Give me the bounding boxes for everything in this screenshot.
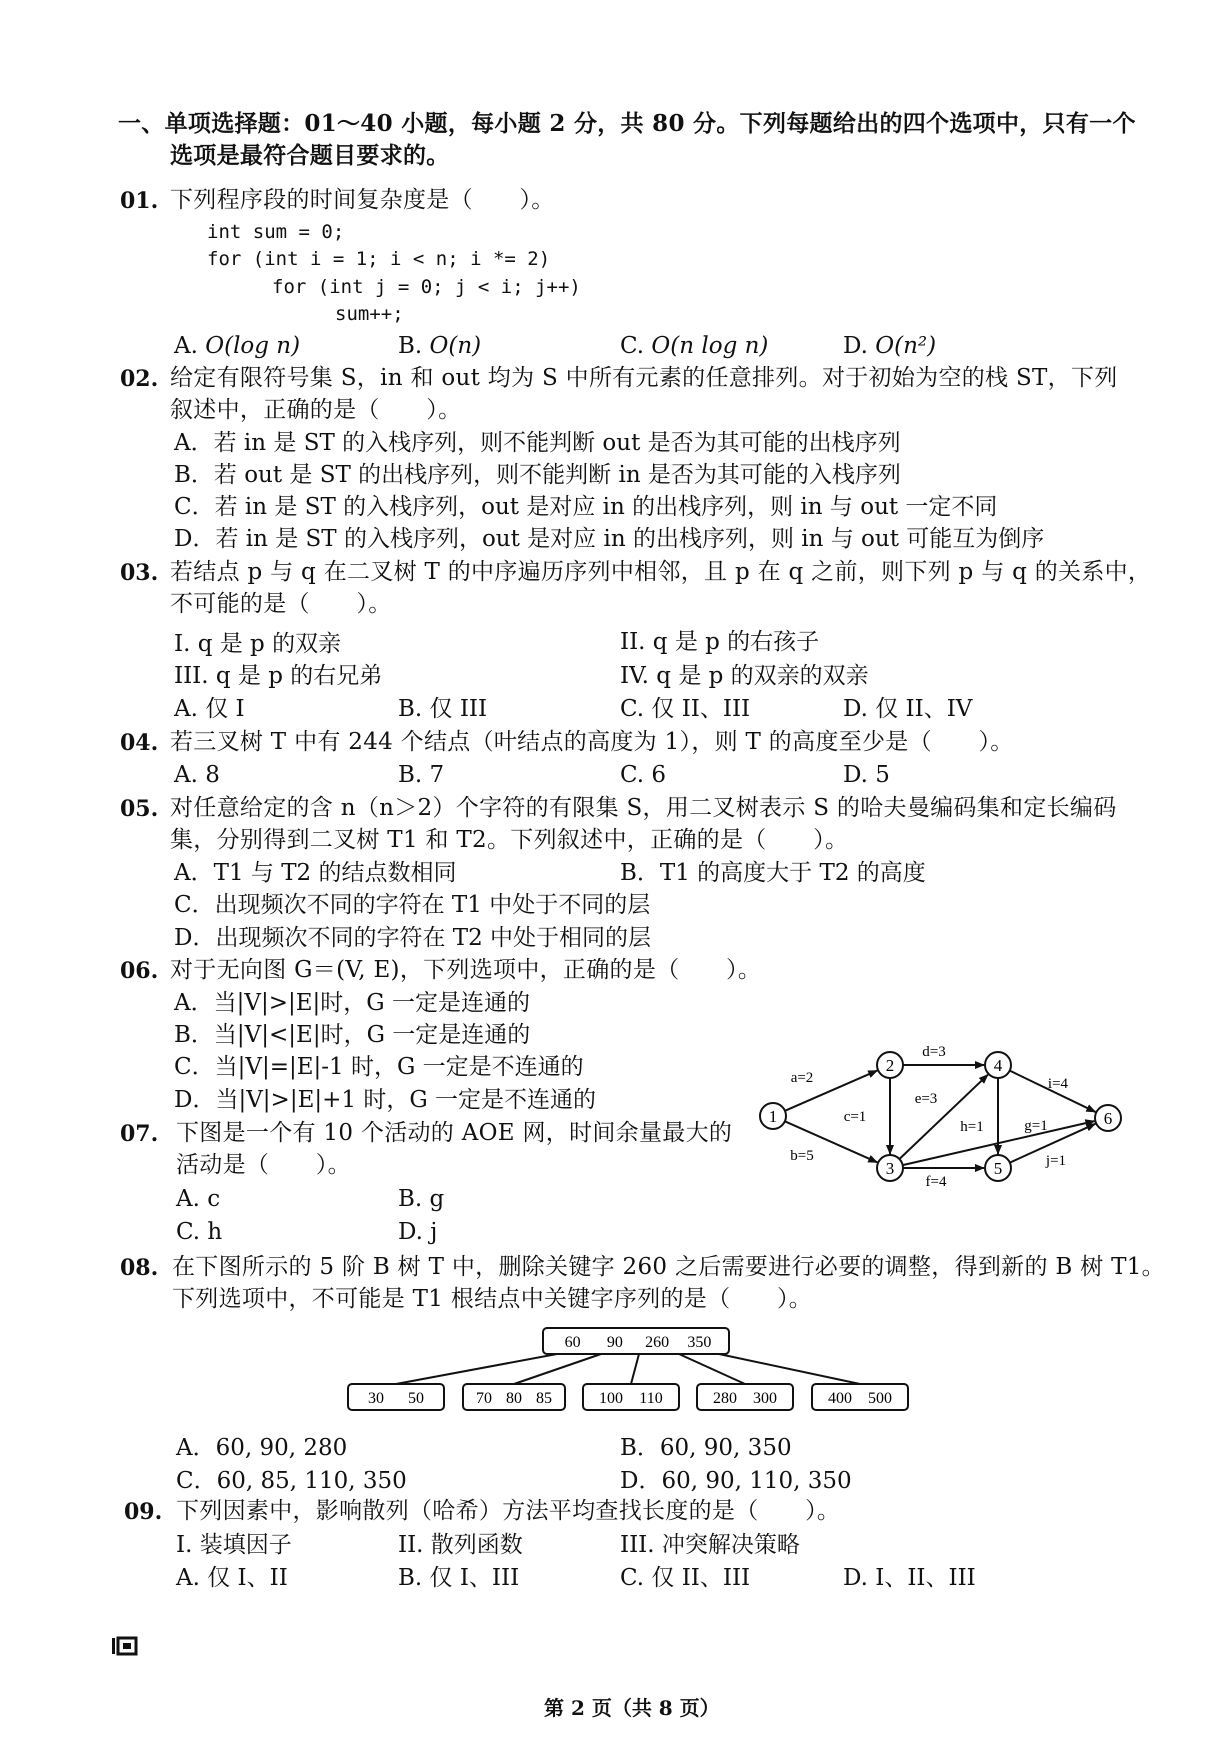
option-a: A．60, 90, 280 — [176, 1435, 348, 1461]
edge-label: h=1 — [960, 1119, 984, 1135]
question-stem: 在下图所示的 5 阶 B 树 T 中，删除关键字 260 之后需要进行必要的调整，得到新的 B 树 T1。 — [172, 1254, 1165, 1280]
question-number: 09. — [124, 1499, 163, 1525]
option-a: A. 仅 I、II — [176, 1565, 288, 1591]
b-tree-leaf-node — [583, 1384, 679, 1410]
edge-label: c=1 — [843, 1109, 867, 1125]
node-label: 6 — [1103, 1109, 1113, 1128]
code-line: for (int i = 1; i < n; i *= 2) — [207, 248, 551, 270]
option-d: D. I、II、III — [843, 1565, 976, 1591]
option-c: C．当|V|=|E|-1 时，G 一定是不连通的 — [174, 1054, 584, 1080]
option-b: B．60, 90, 350 — [620, 1435, 792, 1461]
question-number: 03. — [120, 560, 159, 586]
b-tree-key: 260 — [645, 1334, 670, 1351]
option-c: C. 仅 II、III — [620, 1565, 751, 1591]
section-heading-line1: 一、单项选择题：01～40 小题，每小题 2 分，共 80 分。下列每题给出的四个选项中，只有一个 — [118, 110, 1136, 137]
question-number: 05. — [120, 796, 159, 822]
b-tree-key: 400 — [828, 1390, 852, 1407]
option-b: B. 仅 I、III — [398, 1565, 520, 1591]
b-tree-key: 280 — [713, 1390, 737, 1407]
statement-item: III. q 是 p 的右兄弟 — [174, 663, 383, 689]
option-a: A．T1 与 T2 的结点数相同 — [174, 860, 457, 886]
aoe-network-diagram — [740, 1020, 1140, 1210]
question-stem: 下图是一个有 10 个活动的 AOE 网，时间余量最大的 — [176, 1120, 733, 1146]
option-d: D. j — [398, 1219, 438, 1245]
b-tree-diagram — [340, 1318, 960, 1428]
page-footer: 第 2 页（共 8 页） — [544, 1696, 720, 1720]
node-label: 3 — [885, 1159, 895, 1178]
question-stem: 对于无向图 G＝(V, E)，下列选项中，正确的是（ ）。 — [170, 957, 762, 983]
b-tree-key: 60 — [564, 1334, 581, 1351]
option-c: C. 6 — [620, 762, 667, 788]
question-stem: 叙述中，正确的是（ ）。 — [170, 397, 462, 423]
b-tree-key: 100 — [599, 1390, 623, 1407]
code-line: sum++; — [335, 303, 404, 325]
option-b: B. g — [398, 1186, 445, 1212]
option-b: B. O(n) — [398, 333, 482, 359]
option-c: C．60, 85, 110, 350 — [176, 1468, 407, 1494]
scan-mark-icon — [112, 1636, 140, 1656]
question-stem: 下列因素中，影响散列（哈希）方法平均查找长度的是（ ）。 — [176, 1498, 841, 1524]
option-c: C．若 in 是 ST 的入栈序列，out 是对应 in 的出栈序列，则 in 与 out 一定不同 — [174, 494, 998, 520]
option-b: B．当|V|<|E|时，G 一定是连通的 — [174, 1022, 531, 1048]
statement-item: III. 冲突解决策略 — [620, 1532, 800, 1558]
b-tree-key: 350 — [687, 1334, 712, 1351]
question-stem: 给定有限符号集 S，in 和 out 均为 S 中所有元素的任意排列。对于初始为空的栈 ST，下列 — [170, 365, 1118, 391]
question-stem: 活动是（ ）。 — [176, 1152, 351, 1178]
question-number: 06. — [120, 958, 159, 984]
b-tree-key: 110 — [639, 1390, 663, 1407]
question-number: 01. — [120, 188, 159, 214]
option-a: A. O(log n) — [174, 333, 301, 359]
b-tree-key: 90 — [606, 1334, 623, 1351]
section-heading-line2: 选项是最符合题目要求的。 — [170, 142, 450, 169]
b-tree-key: 300 — [753, 1390, 777, 1407]
statement-item: II. q 是 p 的右孩子 — [620, 629, 820, 655]
option-b: B. 仅 III — [398, 696, 488, 722]
edge-label: b=5 — [790, 1148, 814, 1164]
option-d: D．60, 90, 110, 350 — [620, 1468, 852, 1494]
edge-label: g=1 — [1024, 1118, 1048, 1134]
b-tree-leaf-node — [348, 1384, 444, 1410]
b-tree-edge — [679, 1354, 745, 1384]
option-c: C. 仅 II、III — [620, 696, 751, 722]
option-a: A. 8 — [174, 762, 220, 788]
option-d: D. 5 — [843, 762, 890, 788]
option-d: D．当|V|>|E|+1 时，G 一定是不连通的 — [174, 1087, 597, 1113]
option-b: B. 7 — [398, 762, 445, 788]
question-stem: 若三叉树 T 中有 244 个结点（叶结点的高度为 1），则 T 的高度至少是（ ）。 — [170, 729, 1014, 755]
b-tree-leaf-node — [812, 1384, 908, 1410]
question-number: 07. — [120, 1121, 159, 1147]
b-tree-edge — [396, 1354, 557, 1384]
edge-label: a=2 — [790, 1070, 814, 1086]
question-number: 02. — [120, 366, 159, 392]
option-c: C. O(n log n) — [620, 333, 769, 359]
node-label: 5 — [993, 1159, 1003, 1178]
option-b: B．若 out 是 ST 的出栈序列，则不能判断 in 是否为其可能的入栈序列 — [174, 462, 901, 488]
b-tree-key: 500 — [868, 1390, 892, 1407]
b-tree-key: 80 — [506, 1390, 522, 1407]
node-label: 2 — [885, 1056, 895, 1075]
question-stem: 下列程序段的时间复杂度是（ ）。 — [170, 187, 555, 213]
graph-edge — [899, 1075, 987, 1159]
b-tree-leaf-node — [697, 1384, 793, 1410]
option-d: D．出现频次不同的字符在 T2 中处于相同的层 — [174, 925, 652, 951]
edge-label: j=1 — [1045, 1153, 1067, 1169]
edge-label: e=3 — [914, 1091, 938, 1107]
question-stem: 下列选项中，不可能是 T1 根结点中关键字序列的是（ ）。 — [172, 1286, 813, 1312]
option-a: A. 仅 I — [174, 696, 245, 722]
statement-item: I. q 是 p 的双亲 — [174, 631, 342, 657]
code-line: int sum = 0; — [207, 221, 345, 243]
b-tree-edge — [719, 1354, 860, 1384]
option-a: A．若 in 是 ST 的入栈序列，则不能判断 out 是否为其可能的出栈序列 — [174, 430, 901, 456]
question-stem: 对任意给定的含 n（n＞2）个字符的有限集 S，用二叉树表示 S 的哈夫曼编码集和定长编码 — [170, 795, 1117, 821]
b-tree-key: 30 — [368, 1390, 384, 1407]
question-stem: 若结点 p 与 q 在二叉树 T 的中序遍历序列中相邻，且 p 在 q 之前，则下列 p 与 q 的关系中， — [170, 559, 1152, 585]
option-d: D．若 in 是 ST 的入栈序列，out 是对应 in 的出栈序列，则 in 与 out 可能互为倒序 — [174, 526, 1045, 552]
node-label: 1 — [768, 1107, 778, 1126]
code-line: for (int j = 0; j < i; j++) — [272, 276, 581, 298]
statement-item: II. 散列函数 — [398, 1532, 523, 1558]
option-d: D. 仅 II、IV — [843, 696, 973, 722]
option-c: C．出现频次不同的字符在 T1 中处于不同的层 — [174, 892, 651, 918]
statement-item: I. 装填因子 — [176, 1532, 292, 1558]
option-c: C. h — [176, 1219, 223, 1245]
statement-item: IV. q 是 p 的双亲的双亲 — [620, 663, 869, 689]
node-label: 4 — [993, 1056, 1003, 1075]
b-tree-edge — [514, 1354, 601, 1384]
question-number: 08. — [120, 1255, 159, 1281]
edge-label: i=4 — [1047, 1076, 1069, 1092]
option-a: A. c — [176, 1186, 221, 1212]
edge-label: f=4 — [925, 1174, 947, 1190]
option-d: D. O(n²) — [843, 333, 937, 359]
b-tree-key: 50 — [408, 1390, 424, 1407]
b-tree-key: 85 — [536, 1390, 552, 1407]
option-b: B．T1 的高度大于 T2 的高度 — [620, 860, 926, 886]
question-stem: 集，分别得到二叉树 T1 和 T2。下列叙述中，正确的是（ ）。 — [170, 827, 849, 853]
b-tree-key: 70 — [476, 1390, 492, 1407]
question-number: 04. — [120, 730, 159, 756]
b-tree-edge — [631, 1354, 639, 1384]
question-stem: 不可能的是（ ）。 — [170, 591, 392, 617]
option-a: A．当|V|>|E|时，G 一定是连通的 — [174, 990, 530, 1016]
edge-label: d=3 — [922, 1044, 946, 1060]
